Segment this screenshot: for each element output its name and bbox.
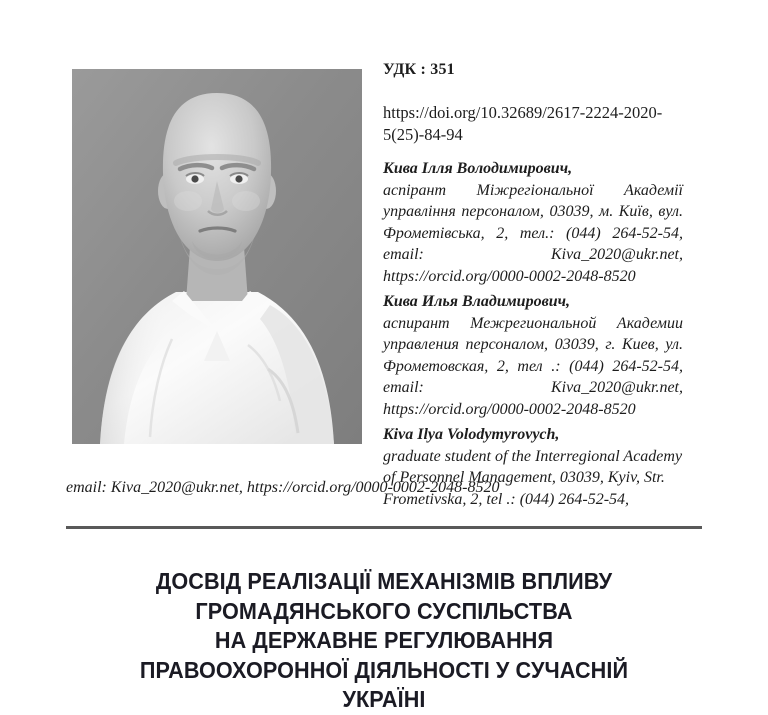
author-affiliation-en: graduate student of the Interregional Academy of Personnel Management, 03039, Kyiv, Str. Frometivska, 2, tel .: (044) 264-52-54, <box>383 447 683 508</box>
article-title-line-2: ГРОМАДЯНСЬКОГО СУСПІЛЬСТВА <box>195 597 573 624</box>
article-title <box>85 567 683 715</box>
article-metadata-column <box>383 60 683 514</box>
article-title-line-1: ДОСВІД РЕАЛІЗАЦІЇ МЕХАНІЗМІВ ВПЛИВУ <box>155 568 613 595</box>
author-affiliation-ru: аспирант Межрегиональной Академии управления персоналом, 03039, г. Киев, ул. Фрометовская, 2, тел .: (044) 264-52-54, email: Kiva_2020@ukr.net, https://orcid.org/0000-0002-2048-8520 <box>383 314 683 418</box>
author-name-uk: Кива Ілля Володимирович, <box>383 160 573 177</box>
article-title-line-5: УКРАЇНІ <box>342 686 426 713</box>
author-name-ru: Кива Илья Владимирович, <box>383 293 571 310</box>
author-block-uk <box>383 158 683 287</box>
author-affiliation-uk: аспірант Міжрегіональної Академії управління персоналом, 03039, м. Київ, вул. Фрометівська, 2, тел.: (044) 264-52-54, email: Kiva_2020@ukr.net, https://orcid.org/0000-0002-2048-8520 <box>383 181 683 285</box>
doi-link[interactable]: https://doi.org/10.32689/2617-2224-2020-5(25)-84-94 <box>383 103 663 144</box>
article-title-line-4: ПРАВООХОРОННОЇ ДІЯЛЬНОСТІ У СУЧАСНІЙ <box>139 656 629 683</box>
header-divider <box>66 526 702 529</box>
author-portrait-photo <box>72 69 362 444</box>
article-title-line-3: НА ДЕРЖАВНЕ РЕГУЛЮВАННЯ <box>214 627 554 654</box>
author-affiliation-en-overflow: email: Kiva_2020@ukr.net, https://orcid.org/0000-0002-2048-8520 <box>66 479 500 496</box>
portrait-icon <box>72 69 362 444</box>
author-name-en: Kiva Ilya Volodymyrovych, <box>383 426 560 443</box>
udk-code: УДК : 351 <box>383 61 455 78</box>
author-block-ru <box>383 291 683 420</box>
